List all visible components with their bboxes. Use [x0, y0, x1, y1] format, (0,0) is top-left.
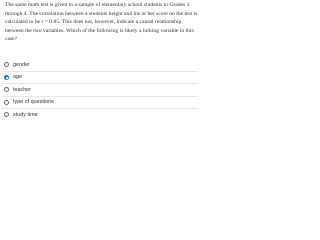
radio-button-selected[interactable] [4, 75, 9, 80]
option-label: gender [13, 61, 30, 68]
question-text: The same math test is given to a sample of elementary school students in Grades 1 through 4. The correlation between a students height and his or her score on the test is calculated to be r = 0.85. This does not, however, indicate a causal relationship between the two variables. Which of the following is likely a lurking variable in this case? [5, 2, 198, 43]
option-type-of-questions[interactable] [2, 97, 198, 110]
radio-button[interactable] [4, 100, 9, 105]
option-age[interactable] [2, 72, 198, 85]
option-teacher[interactable] [2, 84, 198, 97]
radio-button[interactable] [4, 87, 9, 92]
radio-button[interactable] [4, 62, 9, 67]
option-label: type of questions [13, 99, 54, 106]
option-label: teacher [13, 86, 31, 93]
option-label: age [13, 74, 22, 81]
radio-button[interactable] [4, 112, 9, 117]
option-study-time[interactable] [2, 109, 198, 121]
option-gender[interactable] [2, 59, 198, 72]
question-page [0, 0, 200, 121]
answer-options [2, 59, 198, 121]
option-label: study time [13, 111, 38, 118]
